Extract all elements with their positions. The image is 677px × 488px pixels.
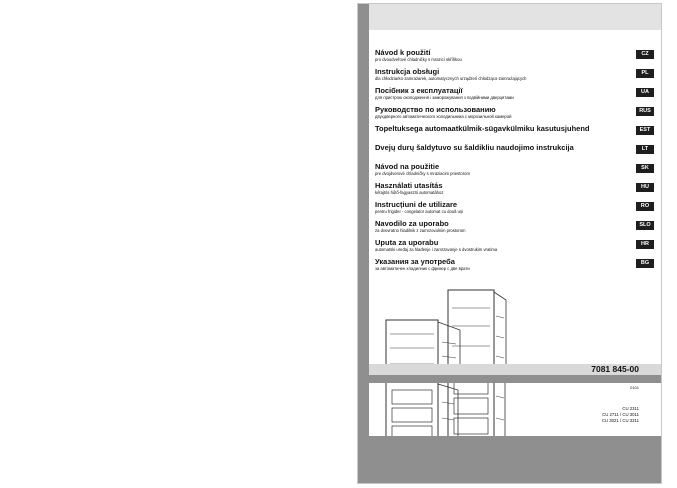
manual-cover [357, 3, 662, 484]
manual-subtitle: за автоматичен хладилник с фризер с две врати [375, 266, 470, 271]
language-code-badge: HU [636, 183, 654, 192]
language-code-badge: UA [636, 88, 654, 97]
manual-subtitle: pro dvoudveřové chladničky s mrazicí skříňkou [375, 57, 462, 62]
manual-subtitle: pentru frigider - congelator automat cu două uși [375, 209, 463, 214]
manual-subtitle: automatski uređaj za hlađenje i zamrzavanje s dvostrukim vratima [375, 247, 498, 252]
top-header-band [369, 4, 661, 30]
language-code-badge: PL [636, 69, 654, 78]
manual-subtitle: za dvovratno hladilnik z zamrzovalnim prostorom [375, 228, 466, 233]
manual-entry [375, 238, 615, 253]
manual-entry [375, 105, 615, 120]
manual-subtitle: dla chłodziarko-zamrażarek, automatycznych urządzeń chłodząco-zamrażających [375, 76, 527, 81]
language-code-badge: HR [636, 240, 654, 249]
dark-gray-band [369, 375, 661, 383]
manual-title: Navodilo za uporabo [375, 219, 449, 228]
language-code-badge: SLO [636, 221, 654, 230]
manual-entry [375, 143, 615, 152]
language-code-badge: SK [636, 164, 654, 173]
manual-title: Használati utasítás [375, 181, 443, 190]
manual-subtitle: pre dvojdverové chladničky s mraziacim priestorom [375, 171, 470, 176]
language-code-badge: RO [636, 202, 654, 211]
language-code-badge: RUS [636, 107, 654, 116]
left-gray-strip [358, 4, 369, 483]
manual-title: Instrukcja obsługi [375, 67, 440, 76]
manual-title: Topeltuksega automaatkülmik-sügavkülmiku kasutusjuhend [375, 124, 590, 133]
manual-subtitle: для пристрою охолодження і заморожування з подвійними дверцятами [375, 95, 514, 100]
manual-entry [375, 162, 615, 177]
manual-title: Návod k použití [375, 48, 431, 57]
left-fridge-drawing [386, 320, 460, 446]
manual-title: Návod na použitie [375, 162, 440, 171]
model-line: CU 3021 / CU 3311 [601, 418, 639, 423]
manual-title: Руководство по использованию [375, 105, 496, 114]
manual-title: Uputa za uporabu [375, 238, 439, 247]
manual-entry [375, 124, 615, 133]
manual-title: Dvejų durų šaldytuvo su šaldikliu naudojimo instrukcija [375, 143, 574, 152]
edition-code: 0101 [630, 385, 639, 390]
manual-entry [375, 48, 615, 63]
manual-entry [375, 200, 615, 215]
manual-entry [375, 257, 615, 272]
manual-title: Указания за употреба [375, 257, 455, 266]
language-code-badge: EST [636, 126, 654, 135]
part-number: 7081 845-00 [591, 364, 639, 374]
manual-subtitle: kétajtós hűtő-fagyasztó automatához [375, 190, 444, 195]
manual-subtitle: двухдверного автоматического холодильника с морозильной камерой [375, 114, 512, 119]
language-code-badge: LT [636, 145, 654, 154]
bottom-gray-band [369, 436, 661, 483]
language-code-badge: CZ [636, 50, 654, 59]
manual-entry [375, 219, 615, 234]
model-line: CU 2711 / CU 3011 [602, 412, 639, 417]
model-list [602, 406, 639, 424]
manual-entry [375, 86, 615, 101]
manual-title: Instrucțiuni de utilizare [375, 200, 458, 209]
manual-entry [375, 181, 615, 196]
model-line: CU 2311 [622, 406, 639, 411]
manual-title: Посібник з експлуатації [375, 86, 463, 95]
manual-entry [375, 67, 615, 82]
language-code-badge: BG [636, 259, 654, 268]
